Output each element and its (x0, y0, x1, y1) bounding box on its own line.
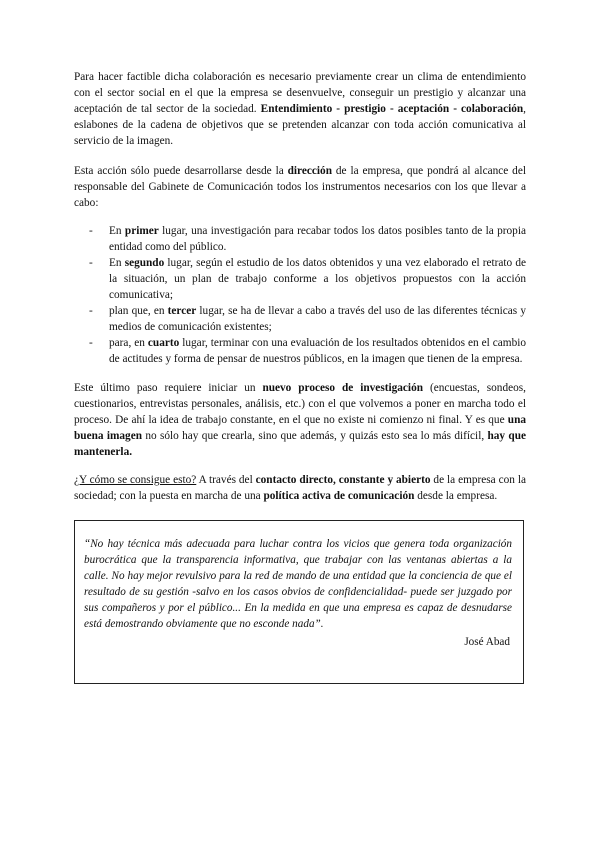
paragraph-text: de la empresa con la sociedad; con la puesta en marcha de una (74, 474, 526, 502)
list-item-text: lugar, terminar con una evaluación de los resultados obtenidos en el cambio de actitudes y forma de pensar de nuestros públicos, en la imagen que tienen de la empresa. (109, 337, 527, 365)
list-item-bold: tercer (167, 305, 197, 317)
paragraph-collaboration (74, 69, 526, 149)
paragraph-text: Este último paso requiere iniciar un (74, 382, 263, 394)
list-dash: - (89, 225, 93, 237)
steps-list (74, 223, 526, 367)
quote-text: “No hay técnica más adecuada para luchar contra los vicios que genera toda organización burocrática que la transparencia informativa, que trabajar con las ventanas abiertas a la calle. No hay mejor revulsivo para la red de mando de una entidad que la conciencia de que el resultado de su gestión -salvo en los casos obvios de confidencialidad- puede ser juzgado por sus compañeros y por el público... En la medida en que una empresa es capaz de desnudarse está demostrando obviamente que no esconde nada”. (84, 538, 512, 630)
paragraph-text: Para hacer factible dicha colaboración es necesario previamente crear un clima de entendimiento con el sector social en el que la empresa se desenvuelve, conseguir un prestigio y alcanzar una aceptación de tal sector de la sociedad. (74, 71, 526, 115)
list-item-text: lugar, una investigación para recabar todos los datos posibles tanto de la propia entidad como del público. (109, 225, 526, 253)
list-dash: - (89, 337, 93, 349)
list-item (74, 255, 526, 303)
paragraph-text: desde la empresa. (414, 490, 498, 502)
paragraph-research (74, 380, 526, 460)
list-item-bold: cuarto (147, 337, 180, 349)
list-item-text: para, en (109, 337, 148, 349)
quote-author: José Abad (464, 636, 510, 648)
paragraph-text: Esta acción sólo puede desarrollarse desde la (74, 165, 288, 177)
document-page (74, 69, 526, 684)
list-item (74, 303, 526, 335)
objectives-chain-bold: Entendimiento - prestigio - aceptación - colaboración (260, 103, 524, 115)
paragraph-text: , eslabones de la cadena de objetivos que se pretenden alcanzar con toda acción comunicativa al servicio de la imagen. (74, 103, 526, 147)
list-dash: - (89, 257, 93, 269)
paragraph-text: de la empresa, que pondrá al alcance del responsable del Gabinete de Comunicación todos los instrumentos necesarios con los que llevar a cabo: (74, 165, 526, 209)
question-underlined: ¿Y cómo se consigue esto? (74, 474, 197, 486)
paragraph-direction (74, 163, 526, 211)
list-item-text: En (109, 225, 125, 237)
list-item-bold: primer (124, 225, 159, 237)
list-item-text: lugar, según el estudio de los datos obtenidos y una vez elaborado el retrato de la situación, un plan de trabajo conforme a los objetivos propuestos con la acción comunicativa; (109, 257, 526, 301)
research-process-bold: nuevo proceso de investigación (262, 382, 424, 394)
direction-bold: dirección (287, 165, 332, 177)
list-item-text: En (109, 257, 125, 269)
good-image-bold: una buena imagen (74, 414, 526, 442)
list-item (74, 223, 526, 255)
maintain-bold: hay que mantenerla. (74, 430, 526, 458)
list-dash: - (89, 305, 93, 317)
quote-box (74, 520, 524, 684)
list-item-bold: segundo (124, 257, 165, 269)
direct-contact-bold: contacto directo, constante y abierto (255, 474, 431, 486)
active-policy-bold: política activa de comunicación (263, 490, 415, 502)
paragraph-text: A través del (196, 474, 256, 486)
list-item-text: lugar, se ha de llevar a cabo a través del uso de las diferentes técnicas y medios de comunicación existentes; (109, 305, 526, 333)
paragraph-how (74, 472, 526, 504)
paragraph-text: (encuestas, sondeos, cuestionarios, entrevistas personales, análisis, etc.) con el que volvemos a poner en marcha todo el proceso. De ahí la idea de trabajo constante, en el que no existe ni comienzo ni final. Y es que (74, 382, 526, 426)
list-item (74, 335, 526, 367)
list-item-text: plan que, en (109, 305, 168, 317)
paragraph-text: no sólo hay que crearla, sino que además, y quizás esto sea lo más difícil, (142, 430, 488, 442)
